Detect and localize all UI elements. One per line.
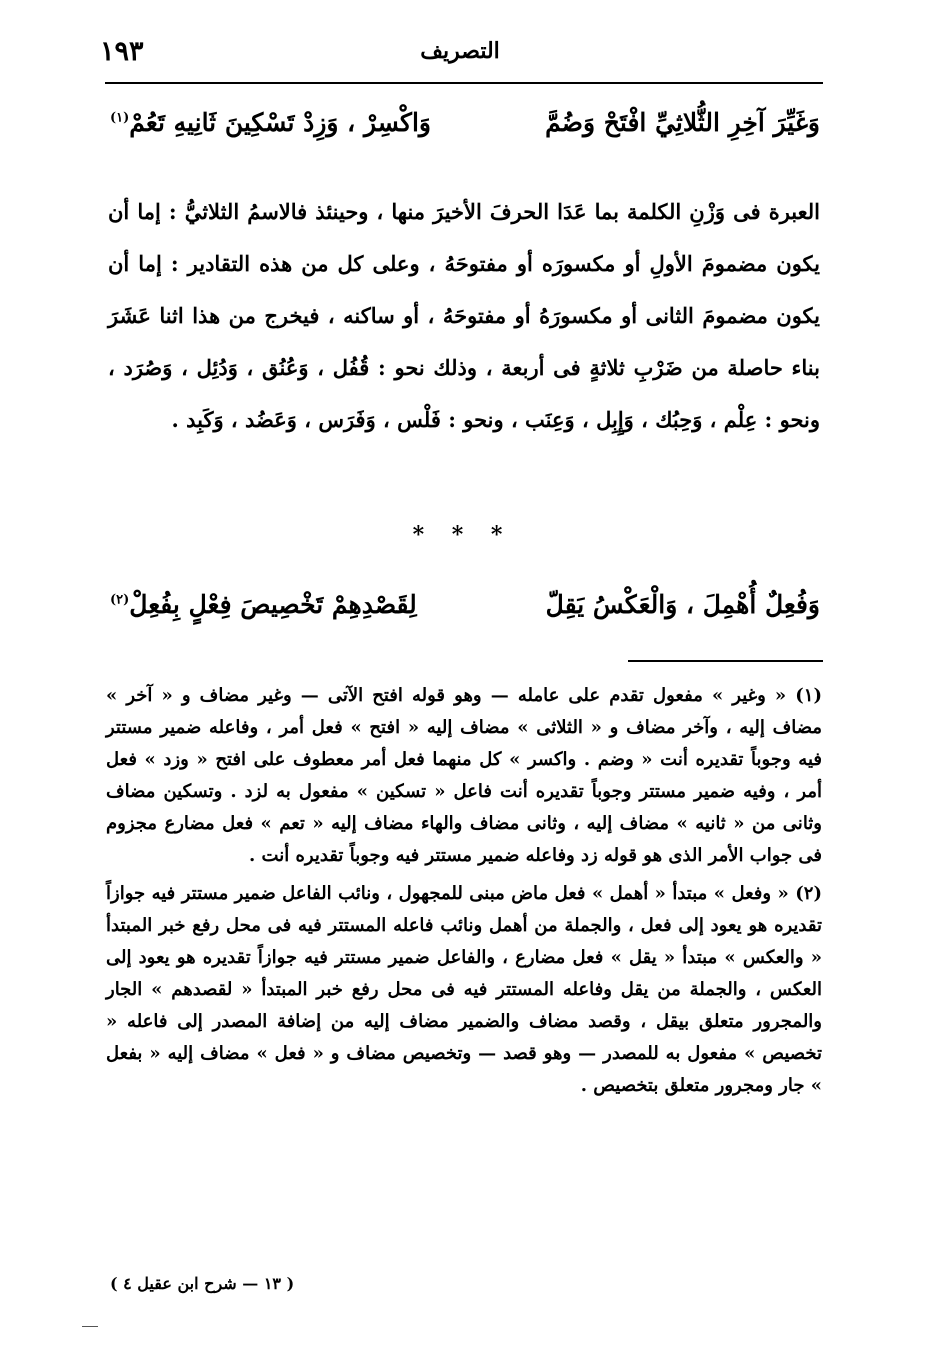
- verse-2-second-hemistich-wrap: [110, 590, 417, 619]
- footnote-1: [106, 680, 822, 872]
- page-header: [100, 36, 820, 76]
- margin-mark: [82, 1326, 98, 1327]
- footnote-2: [106, 878, 822, 1102]
- footnote-2-number: (٢): [795, 883, 822, 904]
- commentary-paragraph: العبرة فى وَزْنِ الكلمة بما عَدَا الحرفَ الأخيرَ منها ، وحينئذ فالاسمُ الثلاثيُّ : إما أن يكون مضمومَ الأولِ أو مكسورَه أو مفتوحَهُ ، وعلى كل من هذه التقادير : إما أن يكون مضمومَ الثانى أو مكسورَهُ أو مفتوحَهُ ، أو ساكنه ، فيخرج من هذا اثنا عَشَرَ بناء حاصلة من ضَرْبِ ثلاثةٍ فى أربعة ، وذلك نحو : قُفُل ، وَعُنُق ، وَدُئِل ، وَصُرَد ، ونحو : عِلْم ، وَحِبُك ، وَإِبِل ، وَعِنَب ، ونحو : فَلْس ، وَفَرَس ، وَعَضُد ، وَكَبِد .: [108, 199, 820, 432]
- footnote-rule: [628, 660, 823, 662]
- verse-1: [110, 108, 820, 137]
- page-number: ١٩٣: [100, 36, 144, 67]
- footnote-1-number: (١): [795, 685, 822, 706]
- verse-1-second-hemistich: وَاكْسِرْ ، وَزِدْ تَسْكِينَ ثَانِيهِ تَعُمْ: [129, 108, 431, 137]
- footnote-1-text: « وغير » مفعول تقدم على عامله — وهو قوله افتح الآتى — وغير مضاف و « آخر » مضاف إليه ، وآخر مضاف و « الثلاثى » مضاف إليه « افتح » فعل أمر ، وفاعله ضمير مستتر فيه وجوباً تقديره أنت « وضم . واكسر » كل منهما فعل أمر معطوف على افتح « وزد » فعل أمر ، وفيه ضمير مستتر وجوباً تقديره أنت فاعل « تسكين » مفعول به لزد . وتسكين مضاف وثانى من « ثانيه » مضاف إليه ، وثانى مضاف والهاء مضاف إليه « تعم » فعل مضارع مجزوم فى جواب الأمر الذى هو قوله زد وفاعله ضمير مستتر فيه وجوباً تقديره أنت .: [106, 685, 822, 866]
- verse-2: [110, 590, 820, 619]
- footnote-2-text: « وفعل » مبتدأ « أهمل » فعل ماض مبنى للمجهول ، ونائب الفاعل ضمير مستتر فيه جوازاً تقديره هو يعود إلى فعل ، والجملة من أهمل ونائب فاعله المستتر فيه فى محل رفع خبر المبتدأ « والعكس » مبتدأ « يقل » فعل مضارع ، والفاعل ضمير مستتر فيه جوازاً تقديره هو يعود إلى العكس ، والجملة من يقل وفاعله المستتر فيه فى محل رفع خبر المبتدأ « لقصدهم » الجار والمجرور متعلق بيقل ، وقصد مضاف والضمير مضاف إليه من إضافة المصدر إلى فاعله « تخصيص » مفعول به للمصدر — وهو قصد — وتخصيص مضاف و « فعل » مضاف إليه « بفعل » جار ومجرور متعلق بتخصيص .: [106, 883, 822, 1096]
- verse-2-footnote-marker: (٢): [110, 592, 130, 608]
- running-title: التصريف: [420, 38, 500, 64]
- printer-signature: ( ١٣ — شرح ابن عقيل ٤ ): [110, 1274, 295, 1293]
- verse-1-second-hemistich-wrap: [110, 108, 431, 137]
- section-separator: * * *: [412, 522, 513, 548]
- header-rule: [105, 82, 823, 84]
- verse-2-second-hemistich: لِقَصْدِهِمْ تَخْصِيصَ فِعْلٍ بِفُعِلْ: [129, 590, 417, 619]
- footnotes: [106, 680, 822, 1102]
- verse-2-first-hemistich: وَفُعِلٌ أُهْمِلَ ، وَالْعَكْسُ يَقِلّ: [545, 590, 820, 619]
- verse-1-footnote-marker: (١): [110, 110, 130, 126]
- verse-1-first-hemistich: وَغَيِّرَ آخِرِ الثُّلاثِيِّ افْتَحْ وَضُمَّ: [545, 108, 820, 137]
